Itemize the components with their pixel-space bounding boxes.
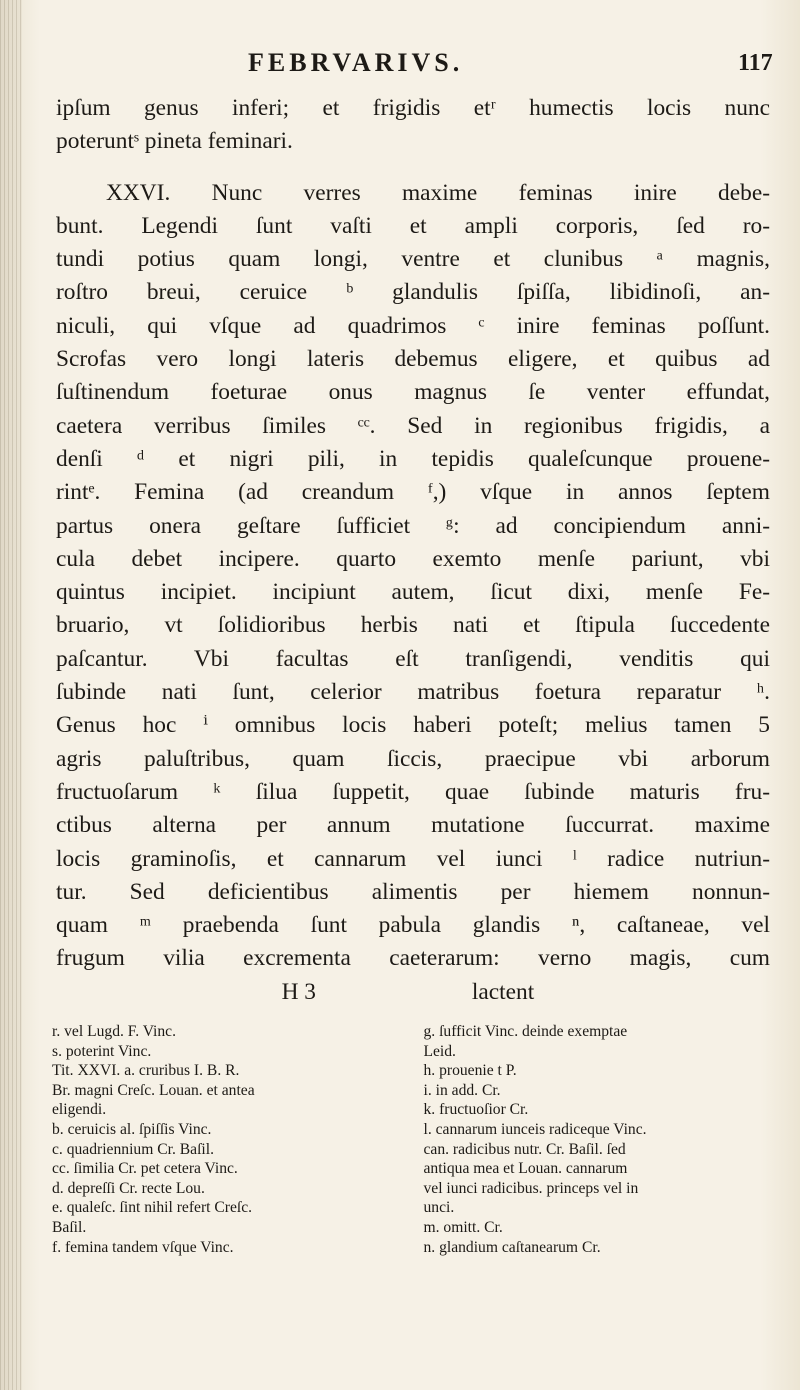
- footnotes: [52, 1022, 772, 1257]
- footnote: vel iunci radicibus. princeps vel in: [423, 1179, 639, 1197]
- text-line: ſuſtinendum foeturae onus magnus ſe venter effundat,: [56, 379, 770, 406]
- text-line: partus onera geſtare ſufficiet ᵍ: ad concipiendum anni-: [56, 512, 770, 539]
- page-header: [0, 48, 800, 88]
- footnote: Leid.: [423, 1042, 456, 1060]
- text-line: quintus incipiet. incipiunt autem, ſicut dixi, menſe Fe-: [56, 579, 770, 606]
- footnote: can. radicibus nutr. Cr. Baſil. ſed: [423, 1140, 626, 1158]
- text-line: Genus hoc ⁱ omnibus locis haberi poteſt; melius tamen 5: [56, 712, 770, 739]
- running-head: FEBRVARIVS.: [248, 48, 464, 77]
- footnote: antiqua mea et Louan. cannarum: [423, 1160, 628, 1178]
- text-line: poteruntˢ pineta feminari.: [56, 128, 293, 155]
- text-line: denſi ᵈ et nigri pili, in tepidis qualeſcunque prouene-: [56, 445, 770, 472]
- text-line: bruario, vt ſolidioribus herbis nati et ſtipula ſuccedente: [56, 612, 770, 639]
- section-gap: [56, 159, 770, 177]
- text-line: XXVI. Nunc verres maxime feminas inire debe-: [106, 179, 770, 206]
- footnote: i. in add. Cr.: [423, 1081, 501, 1099]
- text-line: locis graminoſis, et cannarum vel iunci ˡ radice nutriun-: [56, 845, 770, 872]
- text-line: tur. Sed deficientibus alimentis per hiemem nonnun-: [56, 878, 770, 905]
- catchword: lactent: [471, 978, 535, 1005]
- text-line: Scrofas vero longi lateris debemus eligere, et quibus ad: [56, 346, 770, 373]
- text-line: ſubinde nati ſunt, celerior matribus foetura reparatur ʰ.: [56, 679, 770, 706]
- footnote: c. quadriennium Cr. Baſil.: [52, 1140, 214, 1158]
- footnotes-right-column: [405, 1022, 772, 1257]
- footnote: r. vel Lugd. F. Vinc.: [52, 1023, 177, 1040]
- footnote: f. femina tandem vſque Vinc.: [52, 1238, 234, 1256]
- footnote: eligendi.: [52, 1101, 107, 1119]
- footnotes-left-column: [52, 1022, 405, 1257]
- text-line: cula debet incipere. quarto exemto menſe pariunt, vbi: [56, 545, 770, 572]
- text-line: ipſum genus inferi; et frigidis etʳ humectis locis nunc: [56, 95, 770, 121]
- footnote: cc. ſimilia Cr. pet cetera Vinc.: [52, 1160, 238, 1178]
- text-line: frugum vilia excrementa caeterarum: verno magis, cum: [56, 945, 770, 972]
- text-line: caetera verribus ſimiles ᶜᶜ. Sed in regionibus frigidis, a: [56, 412, 770, 439]
- main-text: [56, 92, 770, 1009]
- footnote: Br. magni Creſc. Louan. et antea: [52, 1081, 255, 1099]
- text-line: rintᵉ. Femina (ad creandum ᶠ,) vſque in annos ſeptem: [56, 479, 770, 506]
- footnote: n. glandium caſtanearum Cr.: [423, 1238, 601, 1256]
- footnote: Tit. XXVI. a. cruribus I. B. R.: [52, 1062, 240, 1080]
- text-line: niculi, qui vſque ad quadrimos ᶜ inire feminas poſſunt.: [56, 312, 770, 339]
- text-line: paſcantur. Vbi facultas eſt tranſigendi, venditis qui: [56, 645, 770, 672]
- signature-line: [56, 976, 770, 1009]
- footnote: b. ceruicis al. ſpiſſis Vinc.: [52, 1120, 212, 1138]
- page-binding-edge: [0, 0, 22, 1390]
- footnote: e. qualeſc. ſint nihil refert Creſc.: [52, 1199, 253, 1217]
- text-line: roſtro breui, ceruice ᵇ glandulis ſpiſſa, libidinoſi, an-: [56, 279, 770, 306]
- page-number: 117: [738, 50, 773, 76]
- text-line: tundi potius quam longi, ventre et clunibus ᵃ magnis,: [56, 246, 770, 273]
- text-line: quam ᵐ praebenda ſunt pabula glandis ⁿ, caſtaneae, vel: [56, 912, 770, 939]
- text-line: bunt. Legendi ſunt vaſti et ampli corporis, ſed ro-: [56, 212, 770, 239]
- footnote: Baſil.: [52, 1218, 87, 1236]
- footnote: unci.: [423, 1199, 455, 1217]
- text-line: fructuoſarum ᵏ ſilua ſuppetit, quae ſubinde maturis fru-: [56, 778, 770, 805]
- text-line: agris paluſtribus, quam ſiccis, praecipue vbi arborum: [56, 745, 770, 772]
- text-line: ctibus alterna per annum mutatione ſuccurrat. maxime: [56, 812, 770, 839]
- footnote: k. fructuoſior Cr.: [423, 1101, 529, 1119]
- footnote: m. omitt. Cr.: [423, 1218, 503, 1236]
- signature-mark: H 3: [281, 978, 316, 1005]
- footnote: d. depreſſi Cr. recte Lou.: [52, 1179, 205, 1197]
- footnote: l. cannarum iunceis radiceque Vinc.: [423, 1120, 647, 1138]
- footnote: g. ſufficit Vinc. deinde exemptae: [423, 1023, 628, 1040]
- footnote: s. poterint Vinc.: [52, 1042, 152, 1060]
- footnote: h. prouenie t P.: [423, 1062, 517, 1080]
